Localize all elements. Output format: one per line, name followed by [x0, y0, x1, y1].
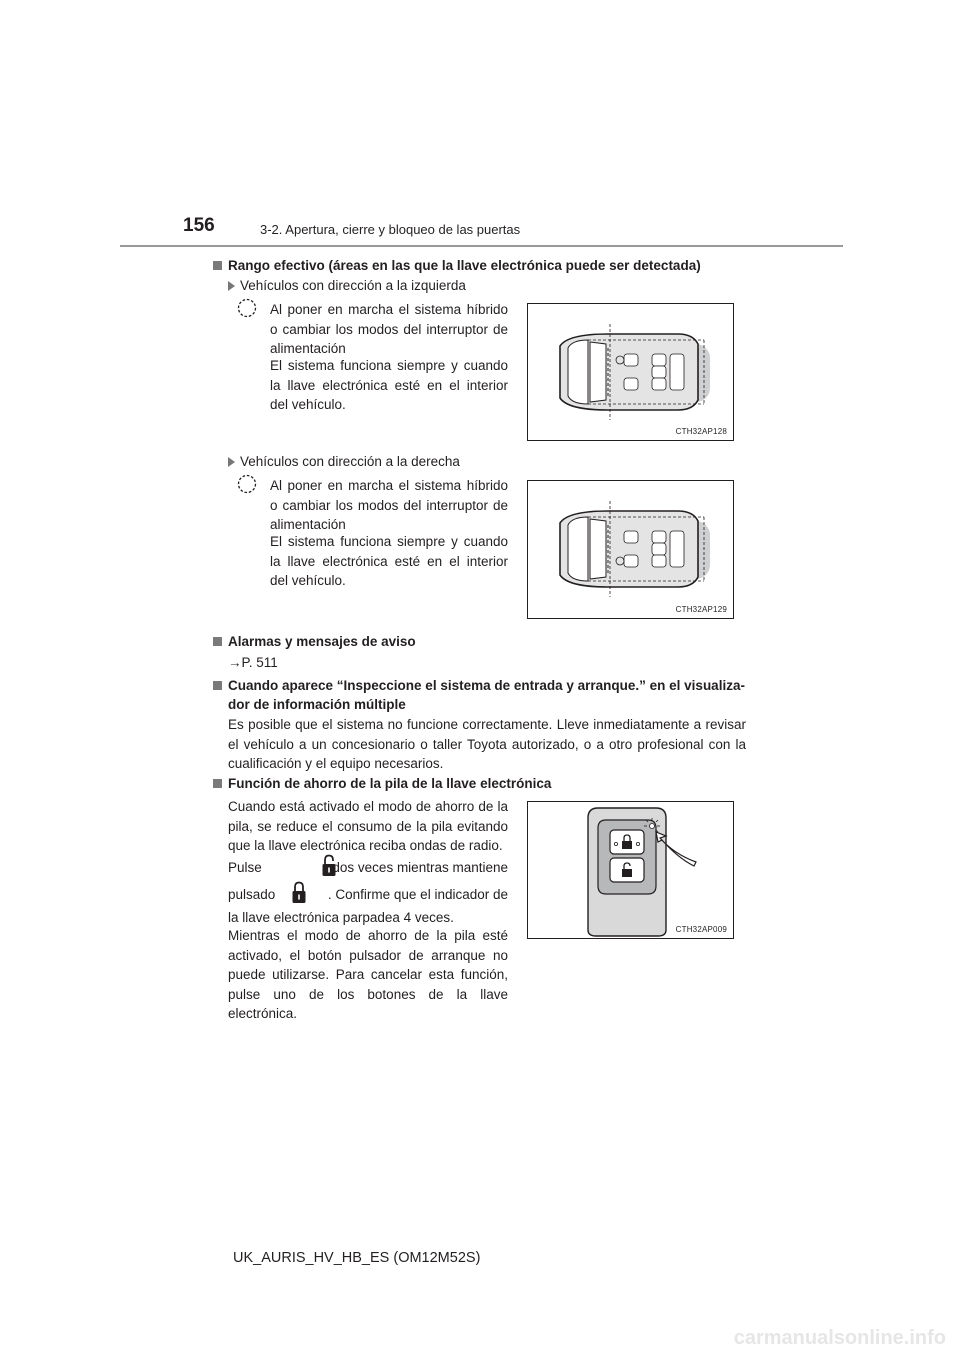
- watermark: carmanualsonline.info: [733, 1327, 946, 1349]
- triangle-bullet-icon: [228, 457, 235, 467]
- rhd-text-1: Al poner en marcha el sistema híbrido o cambiar los modos del interruptor de alimentación: [270, 478, 508, 532]
- alarms-page-ref: →P. 511: [228, 655, 278, 670]
- key-figure: [527, 801, 734, 939]
- pulse-word: Pulse: [228, 860, 262, 875]
- lhd-figure: [527, 303, 734, 441]
- dashed-range-icon: [237, 474, 257, 494]
- car-top-view-lhd-image: [528, 304, 733, 440]
- square-bullet-icon: [213, 779, 222, 788]
- inspect-heading: Cuando aparece “Inspeccione el sistema de entrada y arranque.” en el visualiza-: [213, 676, 745, 695]
- lock-icon: [291, 881, 307, 911]
- square-bullet-icon: [213, 637, 222, 646]
- page-number: 156: [183, 215, 215, 236]
- pulsado-word: pulsado: [228, 887, 276, 902]
- rhd-label: Vehículos con dirección a la derecha: [228, 454, 460, 469]
- inspect-heading-line2: dor de información múltiple: [228, 697, 406, 712]
- battery-saving-heading: Función de ahorro de la pila de la llave electrónica: [213, 774, 551, 793]
- pulsado-line: [228, 885, 508, 905]
- battery-saving-text-3: Mientras el modo de ahorro de la pila esté activado, el botón pulsador de arranque no puede utilizarse. Para cancelar esta función, pulse uno de los botones de la llave electrónica.: [228, 928, 508, 1021]
- dashed-range-icon: [237, 298, 257, 318]
- lhd-text-1: Al poner en marcha el sistema híbrido o cambiar los modos del interruptor de alimentación: [270, 302, 508, 356]
- car-top-view-rhd-image: [528, 481, 733, 618]
- range-heading: Rango efectivo (áreas en las que la llave electrónica puede ser detectada): [213, 256, 701, 275]
- battery-saving-text-2: la llave electrónica parpadea 4 veces.: [228, 910, 454, 925]
- square-bullet-icon: [213, 681, 222, 690]
- rhd-figure-code: CTH32AP129: [675, 605, 727, 614]
- square-bullet-icon: [213, 261, 222, 270]
- alarms-heading: Alarmas y mensajes de aviso: [213, 632, 416, 651]
- header-rule: [120, 245, 843, 247]
- electronic-key-image: [528, 802, 733, 938]
- lhd-label: Vehículos con dirección a la izquierda: [228, 278, 466, 293]
- section-title: 3-2. Apertura, cierre y bloqueo de las puertas: [260, 222, 521, 237]
- pulsado-text: . Confirme que el indicador de: [327, 887, 508, 902]
- key-figure-code: CTH32AP009: [675, 925, 727, 934]
- triangle-bullet-icon: [228, 281, 235, 291]
- lhd-figure-code: CTH32AP128: [675, 427, 727, 436]
- rhd-text-2: El sistema funciona siempre y cuando la llave electrónica esté en el interior del vehículo.: [270, 534, 508, 588]
- inspect-body: Es posible que el sistema no funcione correctamente. Lleve inmediatamente a revisar el vehículo a un concesionario o taller Toyota autorizado, o a otro profesional con la cualificación y el equipo necesarios.: [228, 717, 746, 771]
- rhd-figure: [527, 480, 734, 619]
- pulse-text: dos veces mientras mantiene: [332, 860, 508, 875]
- pulse-line: [228, 858, 508, 878]
- lhd-text-2: El sistema funciona siempre y cuando la llave electrónica esté en el interior del vehículo.: [270, 358, 508, 412]
- footer-model-code: UK_AURIS_HV_HB_ES (OM12M52S): [233, 1250, 481, 1266]
- battery-saving-text-1: Cuando está activado el modo de ahorro de la pila, se reduce el consumo de la pila evitando que la llave electrónica reciba ondas de radio.: [228, 799, 508, 853]
